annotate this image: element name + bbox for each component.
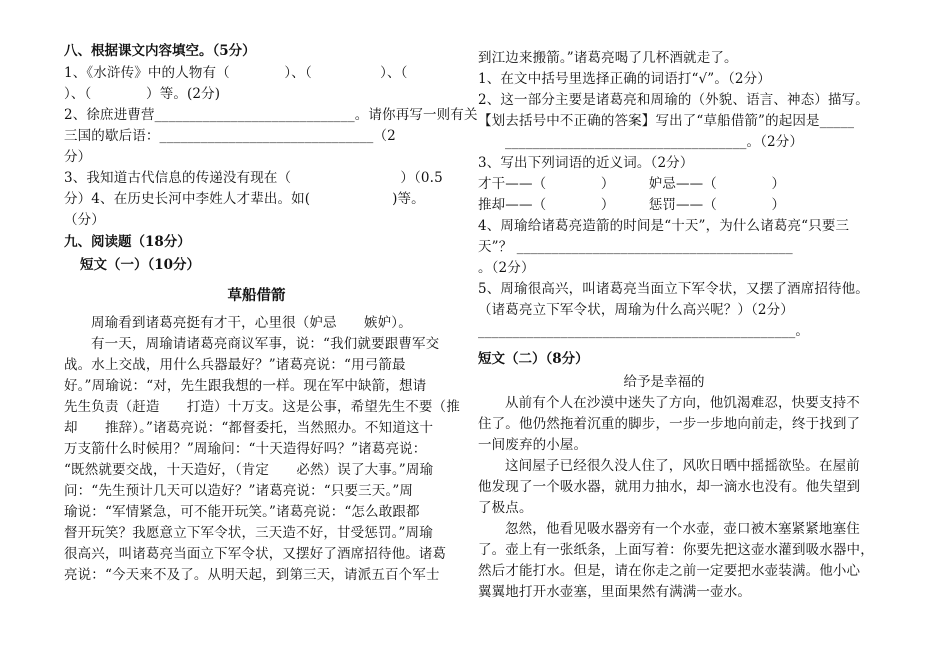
article-line: 忽然，他看见吸水器旁有一个水壶，壶口被木塞紧紧地塞住 (505, 521, 860, 537)
article-line: 到江边来搬箭。”诸葛亮喝了几杯酒就走了。 (478, 50, 738, 66)
synonym-row: 推却——（ ） 惩罚——（ ） (478, 197, 786, 213)
article-line: 问：“先生预计几天可以造好？”诸葛亮说：“只要三天。”周 (64, 483, 414, 499)
article-line: 却 推辞）。”诸葛亮说：“都督委托，当然照办。不知道这十 (64, 420, 434, 436)
section-9-title: 九、阅读题（18分） (64, 234, 191, 250)
article-line: 周瑜看到诸葛亮挺有才干，心里很（妒忌 嫉妒）。 (91, 315, 412, 331)
section-8-title: 八、根据课文内容填空。（5分） (64, 43, 256, 59)
question-line: （诸葛亮立下军令状，周瑜为什么高兴呢？）（2分） (478, 302, 794, 318)
article-line: 了。壶上有一张纸条，上面写着：你要先把这壶水灌到吸水器中， (478, 542, 874, 558)
article-line: 住了。他仍然拖着沉重的脚步，一步一步地向前走，终于找到了 (478, 416, 861, 432)
question-line: ___________________________________。（2分） (505, 134, 804, 150)
question-line: 1、在文中括号里选择正确的词语打“√”。（2分） (478, 71, 771, 87)
fill-line: 分）4、在历史长河中李姓人才辈出。如( )等。 (64, 191, 425, 207)
article-line: “既然就要交战，十天造好，（肯定 必然）误了大事。”周瑜 (64, 462, 434, 478)
short-text-2-title: 短文（二）（8分） (478, 351, 589, 367)
article-line: 了极点。 (478, 500, 533, 516)
article-line: 督开玩笑？我愿意立下军令状，三天造不好，甘受惩罚。”周瑜 (64, 525, 433, 541)
fill-line: 分） (64, 149, 92, 165)
left-column (64, 40, 478, 586)
answer-line: ______________________________________________。 (478, 323, 810, 339)
article-line: 有一天，周瑜请诸葛亮商议军事，说：“我们就要跟曹军交 (91, 336, 440, 352)
question-line: 【划去括号中不正确的答案】写出了“草船借箭”的起因是_____ (478, 113, 855, 129)
question-line: 4、周瑜给诸葛亮造箭的时间是“十天”，为什么诸葛亮“只要三 (478, 218, 850, 234)
article-line: 翼翼地打开水壶塞，里面果然有满满一壶水。 (478, 584, 751, 600)
question-line: 。（2分） (478, 260, 535, 276)
article-line: 这间屋子已经很久没人住了，风吹日晒中摇摇欲坠。在屋前 (505, 458, 860, 474)
synonym-row: 才干——（ ） 妒忌——（ ） (478, 176, 786, 192)
article-line: 很高兴，叫诸葛亮当面立下军令状，又摆好了酒席招待他。诸葛 (64, 546, 447, 562)
fill-line: 3、我知道古代信息的传递没有现在（ ）（0.5 (64, 170, 443, 186)
article-1-title: 草船借箭 (227, 288, 286, 304)
fill-line: 三国的歇后语：_______________________________（2 (64, 128, 396, 144)
article-line: 一间废弃的小屋。 (478, 437, 588, 453)
article-2-title: 给予是幸福的 (623, 374, 705, 390)
article-line: 好。”周瑜说：“对，先生跟我想的一样。现在军中缺箭，想请 (64, 378, 427, 394)
article-line: 万支箭什么时候用？”周瑜问：“十天造得好吗？”诸葛亮说： (64, 441, 427, 457)
fill-line: 1、《水浒传》中的人物有（ ）、（ ）、（ (64, 65, 408, 81)
question-line: 2、这一部分主要是诸葛亮和周瑜的（外貌、语言、神态）描写。 (478, 92, 869, 108)
question-line: 天”？ ________________________________________ (478, 239, 793, 255)
article-line: 战。水上交战，用什么兵器最好？”诸葛亮说：“用弓箭最 (64, 357, 406, 373)
question-line: 5、周瑜很高兴，叫诸葛亮当面立下军令状，又摆了酒席招待他。 (478, 281, 869, 297)
article-line: 从前有个人在沙漠中迷失了方向，他饥渴难忍，快要支持不 (505, 395, 860, 411)
article-line: 瑜说：“军情紧急，可不能开玩笑。”诸葛亮说：“怎么敢跟都 (64, 504, 420, 520)
article-line: 先生负责（赶造 打造）十万支。这是公事，希望先生不要（推 (64, 399, 460, 415)
fill-line: 2、徐庶进曹营_____________________________。请你再写一则有关 (64, 107, 478, 123)
article-line: 然后才能打水。但是，请在你走之前一定要把水壶装满。他小心 (478, 563, 861, 579)
fill-line: （分） (64, 212, 105, 228)
article-line: 他发现了一个吸水器，就用力抽水，却一滴水也没有。他失望到 (478, 479, 861, 495)
right-column (478, 48, 874, 603)
article-line: 亮说：“今天来不及了。从明天起，到第三天，请派五百个军士 (64, 567, 440, 583)
fill-line: ）、（ ）等。(2分) (64, 86, 221, 102)
short-text-1-title: 短文（一）（10分） (80, 257, 201, 273)
question-line: 3、写出下列词语的近义词。（2分） (478, 155, 694, 171)
